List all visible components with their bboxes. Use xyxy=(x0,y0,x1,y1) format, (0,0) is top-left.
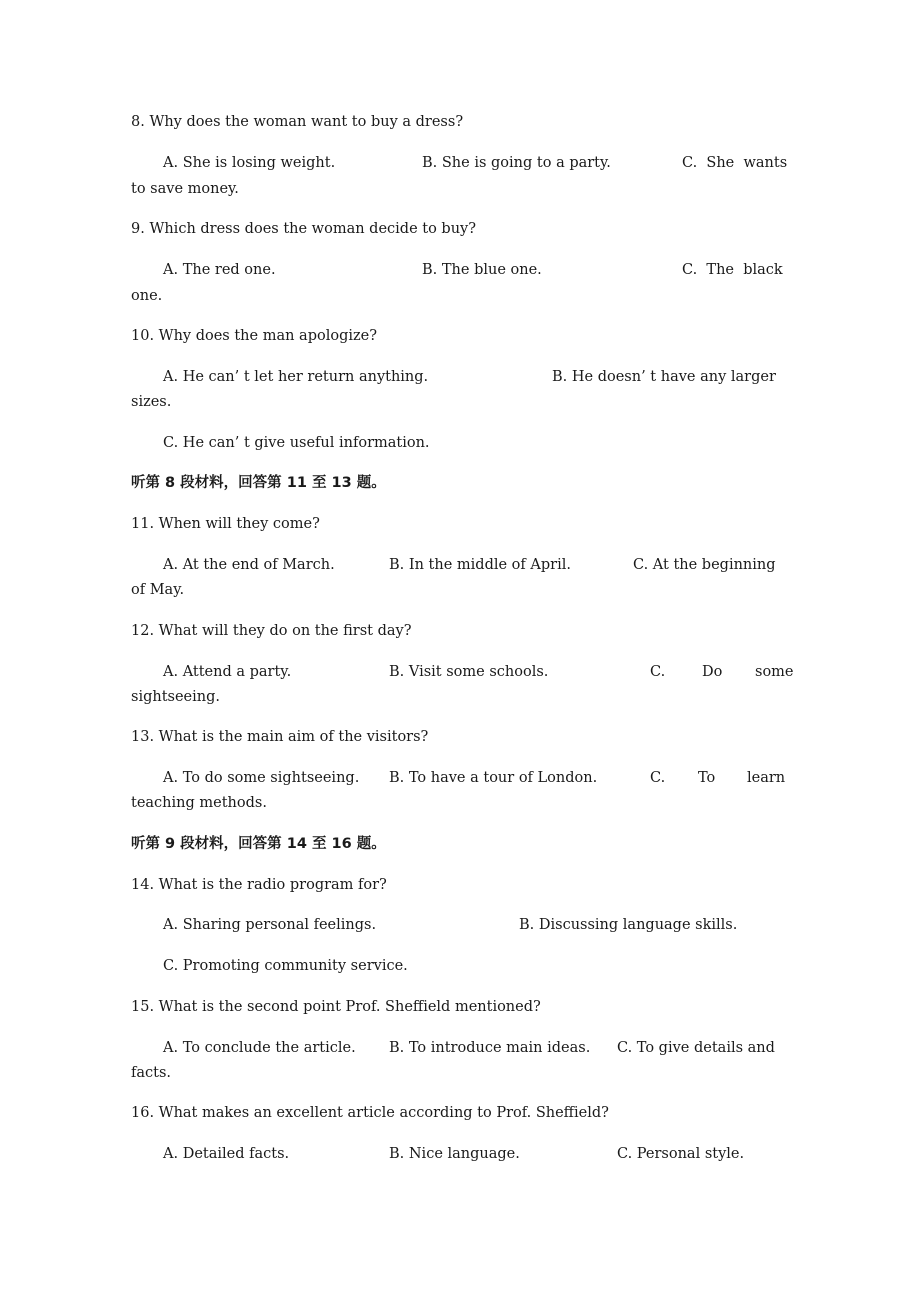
question-8: 8. Why does the woman want to buy a dress? xyxy=(131,114,464,130)
q14-option-b: B. Discussing language skills. xyxy=(519,917,738,933)
q11-option-c: C. At the beginning xyxy=(633,557,776,573)
question-13: 13. What is the main aim of the visitors? xyxy=(131,729,429,745)
q13-option-c-word: To xyxy=(698,770,716,786)
q8-option-c-continued: to save money. xyxy=(131,181,239,197)
question-14: 14. What is the radio program for? xyxy=(131,877,387,893)
q8-option-b: B. She is going to a party. xyxy=(422,155,611,171)
q15-option-a: A. To conclude the article. xyxy=(163,1040,356,1056)
q11-option-b: B. In the middle of April. xyxy=(389,557,571,573)
section-heading-8: 听第 8 段材料，回答第 11 至 13 题。 xyxy=(131,475,386,491)
question-12: 12. What will they do on the first day? xyxy=(131,623,412,639)
q12-option-c-word: Do xyxy=(702,664,723,680)
q9-option-c-continued: one. xyxy=(131,288,163,304)
q16-option-c: C. Personal style. xyxy=(617,1146,745,1162)
q9-option-a: A. The red one. xyxy=(163,262,276,278)
section-heading-9: 听第 9 段材料，回答第 14 至 16 题。 xyxy=(131,836,386,852)
q10-option-b-continued: sizes. xyxy=(131,394,172,410)
q13-option-c-continued: teaching methods. xyxy=(131,795,267,811)
question-10: 10. Why does the man apologize? xyxy=(131,328,377,344)
q10-option-a: A. He can’ t let her return anything. xyxy=(163,369,429,385)
q13-option-a: A. To do some sightseeing. xyxy=(163,770,360,786)
q9-option-c: C. The black xyxy=(682,262,783,278)
q13-option-b: B. To have a tour of London. xyxy=(389,770,598,786)
q12-option-b: B. Visit some schools. xyxy=(389,664,549,680)
q16-option-a: A. Detailed facts. xyxy=(163,1146,290,1162)
q9-option-b: B. The blue one. xyxy=(422,262,542,278)
q12-option-c-continued: sightseeing. xyxy=(131,689,220,705)
q8-option-a: A. She is losing weight. xyxy=(163,155,336,171)
q14-option-a: A. Sharing personal feelings. xyxy=(163,917,377,933)
q8-option-c: C. She wants xyxy=(682,155,788,171)
q15-option-c-continued: facts. xyxy=(131,1065,172,1081)
q11-option-a: A. At the end of March. xyxy=(163,557,335,573)
question-11: 11. When will they come? xyxy=(131,516,320,532)
q10-option-c: C. He can’ t give useful information. xyxy=(163,435,430,451)
q13-option-c-word: learn xyxy=(747,770,786,786)
question-15: 15. What is the second point Prof. Sheffield mentioned? xyxy=(131,999,541,1015)
q11-option-c-continued: of May. xyxy=(131,582,185,598)
q15-option-b: B. To introduce main ideas. xyxy=(389,1040,591,1056)
q12-option-c-label: C. xyxy=(650,664,666,680)
q10-option-b: B. He doesn’ t have any larger xyxy=(552,369,776,385)
q16-option-b: B. Nice language. xyxy=(389,1146,520,1162)
q13-option-c-label: C. xyxy=(650,770,666,786)
question-16: 16. What makes an excellent article according to Prof. Sheffield? xyxy=(131,1105,609,1121)
q15-option-c: C. To give details and xyxy=(617,1040,775,1056)
q12-option-a: A. Attend a party. xyxy=(163,664,292,680)
q12-option-c-word: some xyxy=(755,664,794,680)
question-9: 9. Which dress does the woman decide to buy? xyxy=(131,221,477,237)
q14-option-c: C. Promoting community service. xyxy=(163,958,408,974)
